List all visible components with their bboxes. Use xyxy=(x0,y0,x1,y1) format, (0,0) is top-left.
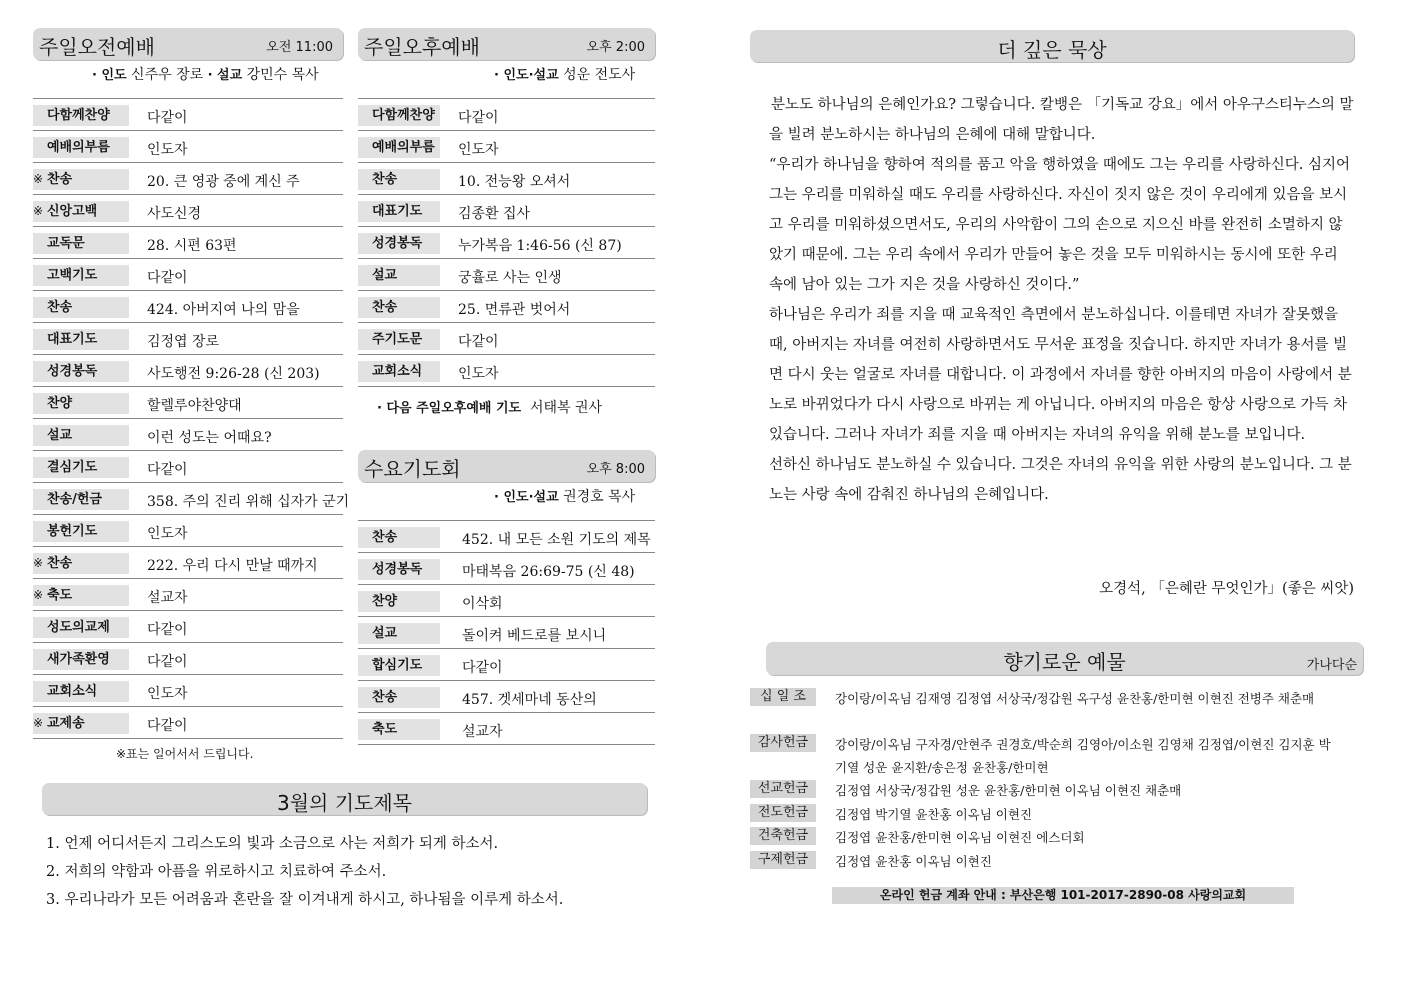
order-label xyxy=(33,361,129,382)
order-row xyxy=(33,131,343,163)
order-label-text: 예배의부름 xyxy=(47,140,110,155)
order-value: 인도자 xyxy=(147,686,188,702)
offering-label: 구제헌금 xyxy=(750,851,816,869)
order-row xyxy=(33,291,343,323)
order-label-text: 찬송 xyxy=(372,172,398,187)
order-label xyxy=(358,265,440,286)
order-label xyxy=(33,297,129,318)
order-row xyxy=(33,643,343,675)
meditation-text xyxy=(769,90,1354,510)
order-label-text: 교제송 xyxy=(47,716,85,731)
order-label-text: 성도의교제 xyxy=(47,620,110,635)
order-label-text: 교회소식 xyxy=(47,684,98,699)
order-value: 사도행전 9:26-28 (신 203) xyxy=(147,366,320,382)
meditation-paragraph: 분노도 하나님의 은혜인가요? 그렇습니다. 칼뱅은 「기독교 강요」에서 아우구스티누스의 말을 빌려 분노하시는 하나님의 은혜에 대해 말합니다. xyxy=(769,97,1354,143)
preacher-name: 강민수 목사 xyxy=(246,67,319,83)
next-prayer-note xyxy=(377,397,602,417)
order-value: 이삭회 xyxy=(462,596,503,612)
order-value: 할렐루야찬양대 xyxy=(147,398,242,414)
order-row xyxy=(33,547,343,579)
order-label-text: 설교 xyxy=(47,428,73,443)
order-value: 궁휼로 사는 인생 xyxy=(458,270,562,286)
order-row xyxy=(33,675,343,707)
standing-mark: ※ xyxy=(33,172,44,186)
order-row xyxy=(358,259,655,291)
order-row xyxy=(358,681,655,713)
offering-names: 김정엽 서상국/정갑원 성운 윤찬홍/한미현 이옥님 이현진 채춘매 xyxy=(835,783,1182,798)
offering-label: 감사헌금 xyxy=(750,734,816,752)
prayer-item: 2. 저희의 약함과 아픔을 위로하시고 치료하여 주소서. xyxy=(46,864,387,880)
order-value: 다같이 xyxy=(147,462,188,478)
order-label xyxy=(358,591,440,612)
order-label-text: 고백기도 xyxy=(47,268,98,283)
order-value: 25. 면류관 벗어서 xyxy=(458,302,571,318)
order-value: 김종환 집사 xyxy=(458,206,531,222)
offering-label: 십 일 조 xyxy=(750,688,816,706)
bank-account-info: 온라인 헌금 계좌 안내 : 부산은행 101-2017-2890-08 사랑의교회 xyxy=(832,887,1294,904)
offering-names: 김정엽 윤찬홍/한미현 이옥님 이현진 에스더회 xyxy=(835,830,1085,845)
order-row xyxy=(33,387,343,419)
next-prayer-name: 서태복 권사 xyxy=(530,400,603,416)
order-value: 다같이 xyxy=(147,110,188,126)
standing-mark: ※ xyxy=(33,716,44,730)
order-label xyxy=(33,521,129,542)
order-label xyxy=(358,137,440,158)
order-label-text: 찬송 xyxy=(47,172,73,187)
wednesday-title: 수요기도회 xyxy=(364,457,461,481)
order-label xyxy=(33,681,129,702)
offering-label: 전도헌금 xyxy=(750,804,816,822)
order-label xyxy=(33,169,129,190)
order-label xyxy=(358,719,440,740)
order-label-text: 성경봉독 xyxy=(372,562,423,577)
order-label xyxy=(33,393,129,414)
order-label xyxy=(33,553,129,574)
leader-preacher-label: · 인도·설교 xyxy=(494,68,559,83)
order-value: 다같이 xyxy=(462,660,503,676)
order-label xyxy=(358,169,440,190)
order-value: 다같이 xyxy=(147,718,188,734)
order-label xyxy=(33,457,129,478)
offering-title: 향기로운 예물 xyxy=(1003,650,1126,674)
order-row xyxy=(358,163,655,195)
order-value: 다같이 xyxy=(458,110,499,126)
order-label-text: 찬송 xyxy=(372,530,398,545)
order-label xyxy=(358,201,440,222)
order-value: 222. 우리 다시 만날 때까지 xyxy=(147,558,318,574)
order-row xyxy=(358,227,655,259)
offering-header xyxy=(766,642,1363,675)
order-label-text: 찬송 xyxy=(47,556,73,571)
order-value: 28. 시편 63편 xyxy=(147,238,237,254)
leader-preacher-name: 권경호 목사 xyxy=(563,489,636,505)
order-row xyxy=(358,521,655,553)
leader-label: · 인도 xyxy=(92,68,127,83)
order-label-text: 합심기도 xyxy=(372,658,423,673)
order-label-text: 찬양 xyxy=(47,396,73,411)
order-label-text: 축도 xyxy=(47,588,73,603)
order-row xyxy=(358,649,655,681)
prayer-title: 3월의 기도제목 xyxy=(276,791,412,815)
afternoon-header xyxy=(358,28,655,60)
standing-mark: ※ xyxy=(33,556,44,570)
order-label-text: 찬양 xyxy=(372,594,398,609)
order-value: 다같이 xyxy=(147,622,188,638)
order-label xyxy=(358,297,440,318)
order-label xyxy=(358,233,440,254)
order-value: 김정엽 장로 xyxy=(147,334,220,350)
order-label-text: 설교 xyxy=(372,268,398,283)
order-row xyxy=(358,355,655,387)
offering-order: 가나다순 xyxy=(1306,658,1357,673)
afternoon-title: 주일오후예배 xyxy=(364,35,480,59)
order-row xyxy=(33,579,343,611)
order-row xyxy=(358,131,655,163)
order-row xyxy=(358,291,655,323)
order-label xyxy=(33,489,129,510)
order-label-text: 다함께찬양 xyxy=(47,108,110,123)
order-label-text: 찬송 xyxy=(372,690,398,705)
order-value: 다같이 xyxy=(147,270,188,286)
order-value: 누가복음 1:46-56 (신 87) xyxy=(458,238,622,254)
order-label-text: 결심기도 xyxy=(47,460,98,475)
order-label-text: 예배의부름 xyxy=(372,140,435,155)
order-label xyxy=(358,329,440,350)
order-label-text: 교회소식 xyxy=(372,364,423,379)
offering-label: 건축헌금 xyxy=(750,827,816,845)
order-row xyxy=(33,611,343,643)
order-row xyxy=(33,99,343,131)
meditation-source: 오경석, 「은혜란 무엇인가」(좋은 씨앗) xyxy=(1099,581,1354,597)
order-value: 설교자 xyxy=(147,590,188,606)
offering-names: 김정엽 박기열 윤찬홍 이옥님 이현진 xyxy=(835,807,1033,822)
order-row xyxy=(33,195,343,227)
meditation-paragraph: “우리가 하나님을 향하여 적의를 품고 악을 행하였을 때에도 그는 우리를 사랑하신다. 심지어 그는 우리를 미워하실 때도 우리를 사랑하신다. 자신이 짓지 않은 것이 우리에게 있음을 보시고 우리를 미워하셨으면서도, 우리의 사악함이 그의 손으로 지으신 바를 완전히 소멸하지 않았기 때문에. 그는 우리 속에서 우리가 만들어 놓은 것을 모두 미워하시는 동시에 또한 우리 속에 남아 있는 그가 지은 것을 사랑하신 것이다.” xyxy=(769,157,1350,293)
order-label xyxy=(33,617,129,638)
order-label xyxy=(33,105,129,126)
order-label-text: 찬송 xyxy=(372,300,398,315)
order-label xyxy=(358,527,440,548)
order-label xyxy=(33,649,129,670)
order-value: 10. 전능왕 오셔서 xyxy=(458,174,571,190)
order-label-text: 찬송/헌금 xyxy=(47,492,102,507)
order-value: 358. 주의 진리 위해 십자가 군기 xyxy=(147,494,350,510)
prayer-header xyxy=(42,783,647,815)
meditation-header xyxy=(750,30,1354,62)
order-value: 인도자 xyxy=(458,366,499,382)
morning-header xyxy=(33,28,343,60)
order-label xyxy=(358,559,440,580)
order-label-text: 축도 xyxy=(372,722,398,737)
wednesday-order-table xyxy=(358,520,655,745)
order-row xyxy=(33,323,343,355)
order-row xyxy=(33,227,343,259)
order-label-text: 성경봉독 xyxy=(47,364,98,379)
leader-preacher-name: 성운 전도사 xyxy=(563,67,636,83)
morning-order-table xyxy=(33,98,350,744)
order-row xyxy=(33,355,343,387)
meditation-paragraph: 하나님은 우리가 죄를 지을 때 교육적인 측면에서 분노하십니다. 이를테면 자녀가 잘못했을 때, 아버지는 자녀를 여전히 사랑하면서도 무서운 표정을 짓습니다. 하지만 자녀가 용서를 빌면 다시 웃는 얼굴로 자녀를 대합니다. 이 과정에서 자녀를 향한 아버지의 마음이 사랑에서 분노로 바뀌었다가 다시 사랑으로 바뀌는 게 아닙니다. 아버지의 마음은 항상 사랑으로 가득 차 있습니다. 그러나 자녀가 죄를 지을 때 아버지는 자녀의 유익을 위해 분노를 보입니다. xyxy=(769,307,1352,443)
wednesday-time: 오후 8:00 xyxy=(586,462,645,477)
order-label-text: 교독문 xyxy=(47,236,85,251)
order-row xyxy=(33,163,343,195)
order-label xyxy=(358,361,440,382)
order-row xyxy=(33,451,343,483)
order-value: 인도자 xyxy=(147,142,188,158)
order-row xyxy=(358,713,655,745)
order-value: 452. 내 모든 소원 기도의 제목 xyxy=(462,532,651,548)
order-label-text: 봉헌기도 xyxy=(47,524,98,539)
offering-names: 김정엽 윤찬홍 이옥님 이현진 xyxy=(835,854,992,869)
order-row xyxy=(33,515,343,547)
order-label-text: 주기도문 xyxy=(372,332,423,347)
afternoon-order-table xyxy=(358,98,655,389)
wednesday-header xyxy=(358,450,655,482)
standing-mark: ※ xyxy=(33,204,44,218)
order-value: 다같이 xyxy=(458,334,499,350)
order-label xyxy=(358,623,440,644)
order-label-text: 대표기도 xyxy=(372,204,423,219)
order-label xyxy=(33,137,129,158)
order-value: 이런 성도는 어때요? xyxy=(147,430,272,446)
order-label-text: 찬송 xyxy=(47,300,73,315)
offering-label: 선교헌금 xyxy=(750,780,816,798)
order-row xyxy=(358,617,655,649)
order-value: 돌이켜 베드로를 보시니 xyxy=(462,628,607,644)
order-value: 인도자 xyxy=(147,526,188,542)
meditation-paragraph: 선하신 하나님도 분노하실 수 있습니다. 그것은 자녀의 유익을 위한 사랑의 분노입니다. 그 분노는 사랑 속에 감춰진 하나님의 은혜입니다. xyxy=(769,457,1352,503)
prayer-list xyxy=(46,830,563,914)
order-value: 424. 아버지여 나의 맘을 xyxy=(147,302,300,318)
standing-note: ※표는 일어서서 드립니다. xyxy=(116,747,254,761)
order-value: 마태복음 26:69-75 (신 48) xyxy=(462,564,635,580)
next-prayer-label: · 다음 주일오후예배 기도 xyxy=(377,401,522,416)
prayer-item: 1. 언제 어디서든지 그리스도의 빛과 소금으로 사는 저희가 되게 하소서. xyxy=(46,836,499,852)
order-label xyxy=(33,265,129,286)
morning-title: 주일오전예배 xyxy=(39,35,155,59)
order-row xyxy=(33,707,343,739)
order-row xyxy=(358,195,655,227)
offering-names: 강이랑/이옥님 김재영 김정엽 서상국/정갑원 옥구성 윤찬홍/한미현 이현진 전병주 채춘매 xyxy=(835,691,1315,706)
standing-mark: ※ xyxy=(33,588,44,602)
order-row xyxy=(358,585,655,617)
order-label-text: 대표기도 xyxy=(47,332,98,347)
morning-leaders xyxy=(92,64,319,84)
order-value: 설교자 xyxy=(462,724,503,740)
order-value: 다같이 xyxy=(147,654,188,670)
offering-names: 강이랑/이옥님 구자경/안현주 권경호/박순희 김영아/이소원 김영채 김정엽/이현진 김지훈 박기열 성운 윤지환/송은정 윤찬홍/한미현 xyxy=(835,737,1331,775)
order-label-text: 신앙고백 xyxy=(47,204,98,219)
afternoon-leaders xyxy=(494,64,635,84)
order-label-text: 성경봉독 xyxy=(372,236,423,251)
morning-time: 오전 11:00 xyxy=(266,40,333,55)
order-label-text: 다함께찬양 xyxy=(372,108,435,123)
order-label xyxy=(33,233,129,254)
leader-preacher-label: · 인도·설교 xyxy=(494,490,559,505)
wednesday-leaders xyxy=(494,486,635,506)
order-row xyxy=(33,419,343,451)
order-value: 457. 겟세마네 동산의 xyxy=(462,692,597,708)
order-label xyxy=(33,713,129,734)
order-label xyxy=(33,585,129,606)
leader-name: 신주우 장로 xyxy=(131,67,204,83)
order-label-text: 새가족환영 xyxy=(47,652,110,667)
meditation-title: 더 깊은 묵상 xyxy=(997,38,1107,62)
order-row xyxy=(358,323,655,355)
order-label xyxy=(33,425,129,446)
order-row xyxy=(33,483,350,515)
order-value: 사도신경 xyxy=(147,206,202,222)
order-row xyxy=(33,259,343,291)
prayer-item: 3. 우리나라가 모든 어려움과 혼란을 잘 이겨내게 하시고, 하나됨을 이루게 하소서. xyxy=(46,892,564,908)
order-row xyxy=(358,99,655,131)
order-label xyxy=(358,105,440,126)
order-label xyxy=(358,655,440,676)
order-value: 인도자 xyxy=(458,142,499,158)
order-label xyxy=(358,687,440,708)
order-value: 20. 큰 영광 중에 계신 주 xyxy=(147,174,300,190)
order-row xyxy=(358,553,655,585)
preacher-label: · 설교 xyxy=(207,68,243,83)
afternoon-time: 오후 2:00 xyxy=(586,40,645,55)
order-label-text: 설교 xyxy=(372,626,398,641)
order-label xyxy=(33,201,129,222)
order-label xyxy=(33,329,129,350)
